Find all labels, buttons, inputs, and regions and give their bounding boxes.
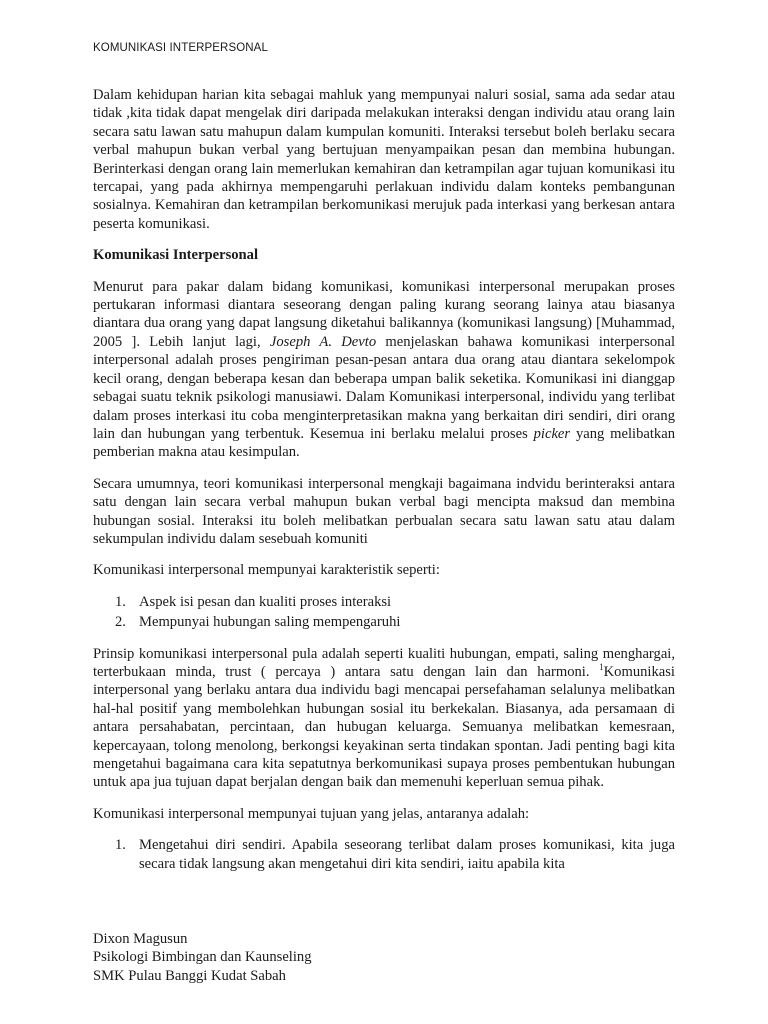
author-line: Dixon Magusun	[93, 931, 188, 947]
definition-text-a: Menurut para pakar dalam bidang komunikasi, komunikasi interpersonal merupakan proses pertukaran informasi diantara seseorang dengan paling kurang seorang lainya atau biasanya diantara dua orang yang dapat langsung diketahui balikannya (komunikasi langsung) [Muhammad, 2005 ]. Lebih lanjut lagi,	[93, 278, 675, 350]
footnote-marker: 1	[599, 662, 604, 673]
list-item-text: Mengetahui diri sendiri. Apabila seseorang terlibat dalam proses komunikasi, kita juga secara tidak langsung akan mengetahui diri kita sendiri, iaitu apabila kita	[139, 837, 675, 872]
author-name: Joseph A. Devto	[269, 333, 377, 350]
purpose-list	[93, 836, 675, 873]
list-number: 1.	[115, 837, 126, 854]
theory-paragraph: Secara umumnya, teori komunikasi interpersonal mengkaji bagaimana indvidu berinteraksi antara satu dengan lain secara verbal mahupun bukan verbal bagi mencipta maksud dan membina hubungan sosial. Interaksi itu boleh melibatkan perbualan secara satu lawan satu atau dalam sekumpulan individu dalam sesebuah komuniti	[93, 475, 675, 547]
page-header: KOMUNIKASI INTERPERSONAL	[93, 42, 268, 54]
list-number: 1.	[115, 593, 126, 610]
characteristics-intro: Komunikasi interpersonal mempunyai karakteristik seperti:	[93, 562, 440, 579]
picker-term: picker	[533, 425, 571, 442]
school-line: SMK Pulau Banggi Kudat Sabah	[93, 967, 286, 984]
list-item	[93, 836, 675, 873]
list-number: 2.	[115, 614, 126, 631]
department-line: Psikologi Bimbingan dan Kaunseling	[93, 949, 312, 966]
definition-paragraph	[93, 278, 675, 462]
intro-paragraph: Dalam kehidupan harian kita sebagai mahluk yang mempunyai naluri sosial, sama ada sedar atau tidak ,kita tidak dapat mengelak diri daripada melakukan interaksi dengan individu atau orang lain secara satu lawan satu mahupun dalam kumpulan komuniti. Interaksi tersebut boleh berlaku secara verbal mahupun bukan verbal yang bertujuan menyampaikan pesan dan membina hubungan. Berinterkasi dengan orang lain memerlukan kemahiran dan ketrampilan agar tujuan komunikasi itu tercapai, yang pada akhirnya mempengaruhi perlakuan individu dalam konteks pembangunan sosialnya. Kemahiran dan ketrampilan berkomunikasi merujuk pada interkasi yang berkesan antara peserta komunikasi.	[93, 87, 675, 232]
purpose-intro: Komunikasi interpersonal mempunyai tujuan yang jelas, antaranya adalah:	[93, 805, 530, 822]
definition-text-c: yang melibatkan pemberian makna atau kesimpulan.	[93, 425, 675, 461]
list-item	[93, 613, 675, 631]
page-footer	[93, 930, 312, 985]
principles-text-a: Prinsip komunikasi interpersonal pula adalah seperti kualiti hubungan, empati, saling menghargai, terterbukaan minda, trust ( percaya ) antara satu dengan lain dan harmoni.	[93, 645, 675, 680]
document-body	[93, 86, 675, 886]
list-item-text: Mempunyai hubungan saling mempengaruhi	[139, 614, 401, 631]
principles-paragraph	[93, 645, 675, 792]
definition-text-b: menjelaskan bahawa komunikasi interpersonal interpersonal adalah proses pengiriman pesan-pesan antara dua orang atau diantara sekelompok kecil orang, dengan beberapa kesan dan beberapa umpan balik seketika. Komunikasi ini dianggap sebagai suatu teknik psikologi manusiawi. Dalam Komunikasi interpersonal, individu yang terlibat dalam proses interkasi itu coba menginterpretasikan makna yang berkaitan diri sendiri, diri orang lain dan hubungan yang terbentuk. Kesemua ini berlaku melalui proses	[93, 333, 676, 442]
section-heading: Komunikasi Interpersonal	[93, 247, 259, 264]
principles-text-b: Komunikasi interpersonal yang berlaku antara dua individu bagi mencapai persefahaman selalunya melibatkan hal-hal positif yang membolehkan hubungan sosial itu berkekalan. Biasanya, ada persamaan di antara persahabatan, percintaan, dan hubugan keluarga. Semuanya melibatkan kemesraan, kepercayaan, tolong menolong, berkongsi keyakinan serta tindakan spontan. Jadi penting bagi kita mengetahui bagaimana cara kita sepatutnya berkomunikasi supaya proses pembentukan hubungan untuk apa jua tujuan dapat berjalan dengan baik dan memenuhi keperluan semua pihak.	[93, 663, 675, 791]
list-item-text: Aspek isi pesan dan kualiti proses interaksi	[139, 593, 392, 610]
list-item	[93, 593, 675, 611]
characteristics-list	[93, 593, 675, 632]
